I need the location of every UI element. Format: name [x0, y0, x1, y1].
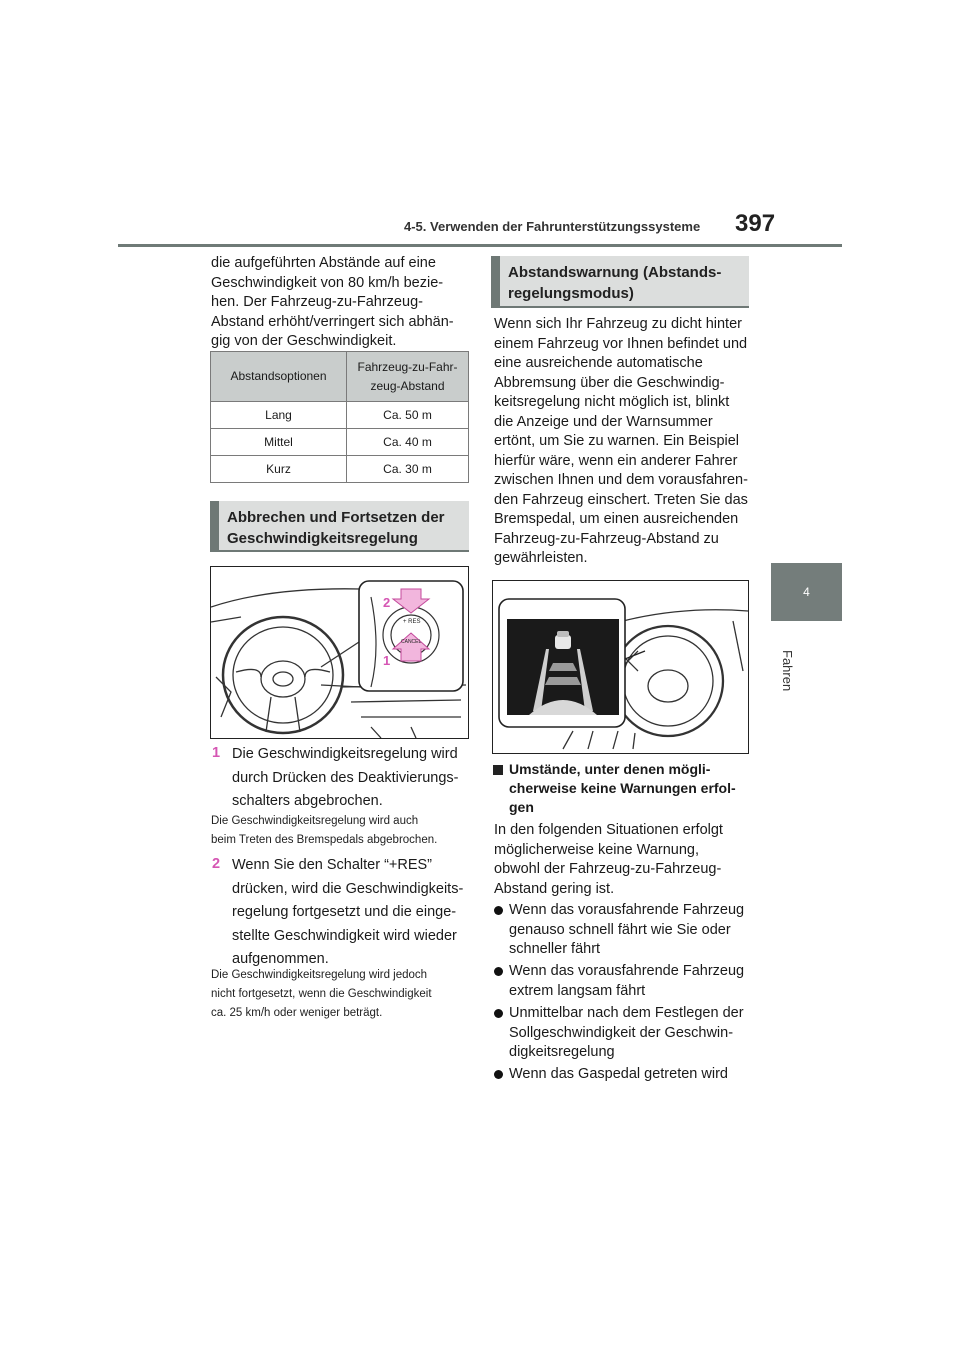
bullet-icon: [494, 906, 503, 915]
step-text: Wenn Sie den Schalter “+RES” drücken, wird die Geschwindigkeits- regelung fortgesetzt und die einge- stellte Geschwindigkeit wird wieder aufgenommen.: [232, 857, 464, 967]
table-cell: Mittel: [211, 429, 347, 456]
table-header-row: [211, 352, 469, 402]
chapter-tab-label: Fahren: [780, 650, 795, 692]
step-number: 2: [212, 856, 221, 872]
step-note: Die Geschwindigkeitsregelung wird auch beim Treten des Bremspedals abgebrochen.: [211, 815, 438, 846]
table-row: [211, 456, 469, 483]
chapter-tab[interactable]: 4: [771, 563, 842, 621]
subsection-intro: In den folgenden Situationen erfolgt möglicherweise keine Warnung, obwohl der Fahrzeug-zu-Fahrzeug- Abstand gering ist.: [494, 822, 723, 897]
res-label: + RES: [403, 619, 421, 625]
step-text: Die Geschwindigkeitsregelung wird durch Drücken des Deaktivierungs- schalters abgebrochen.: [232, 746, 459, 809]
table-row: [211, 429, 469, 456]
page-number: 397: [735, 210, 776, 237]
table-cell: Ca. 30 m: [347, 456, 469, 483]
bullet-icon: [494, 1070, 503, 1079]
section-rule: [210, 550, 469, 552]
callout-1: 1: [383, 653, 391, 668]
step-note: Die Geschwindigkeitsregelung wird jedoch nicht fortgesetzt, wenn die Geschwindigkeit ca. 25 km/h oder weniger beträgt.: [211, 969, 432, 1019]
table-cell: Lang: [211, 402, 347, 429]
left-intro-paragraph: die aufgeführten Abstände auf eine Geschwindigkeit von 80 km/h bezie- hen. Der Fahrzeug-zu-Fahrzeug- Abstand erhöht/verringert sich abhän- gig von der Geschwindigkeit.: [211, 255, 454, 349]
table-header-cell: Abstandsoptionen: [211, 352, 347, 402]
callout-2: 2: [383, 595, 391, 610]
distance-warning-figure: [492, 580, 749, 754]
table-cell: Ca. 40 m: [347, 429, 469, 456]
right-intro-paragraph: Wenn sich Ihr Fahrzeug zu dicht hinter einem Fahrzeug vor Ihnen befindet und eine ausreichende automatische Abbremsung über die Geschwindig- keitsregelung nicht möglich ist, blinkt die Anzeige und der Warnsummer ertönt, um Sie zu warnen. Ein Beispiel hierfür wäre, wenn ein anderer Fahrer zwischen Ihnen und dem vorausfahren- den Fahrzeug einschert. Treten Sie das Bremspedal, um einen ausreichenden Fahrzeug-zu-Fahrzeug-Abstand zu gewährleisten.: [494, 316, 748, 566]
bullet-icon: [494, 1009, 503, 1018]
running-header: 4-5. Verwenden der Fahrunterstützungssysteme: [404, 219, 701, 234]
step-number: 1: [212, 745, 221, 761]
subsection-heading: Umstände, unter denen mögli- cherweise keine Warnungen erfol- gen: [509, 761, 736, 815]
warning-display-illustration: [493, 581, 748, 753]
bullet-icon: [494, 967, 503, 976]
list-item: Wenn das vorausfahrende Fahrzeug genauso schnell fährt wie Sie oder schneller fährt: [509, 902, 745, 957]
subsection-marker: [493, 765, 503, 775]
table-header-cell: Fahrzeug-zu-Fahr- zeug-Abstand: [347, 352, 469, 402]
cancel-label: CANCEL: [401, 639, 422, 645]
steering-wheel-illustration: [211, 567, 468, 738]
header-rule: [118, 244, 842, 247]
table-cell: Kurz: [211, 456, 347, 483]
section-heading-distance-warning: Abstandswarnung (Abstands- regelungsmodus): [491, 256, 749, 307]
distance-options-table: [210, 351, 469, 483]
steering-wheel-figure: [210, 566, 469, 739]
section-rule: [491, 306, 749, 308]
list-item: Wenn das vorausfahrende Fahrzeug extrem langsam fährt: [509, 963, 745, 999]
list-item: Unmittelbar nach dem Festlegen der Sollgeschwindigkeit der Geschwin- digkeitsregelung: [509, 1005, 744, 1060]
list-item: Wenn das Gaspedal getreten wird: [509, 1066, 728, 1082]
table-row: [211, 402, 469, 429]
table-cell: Ca. 50 m: [347, 402, 469, 429]
section-heading-cancel-resume: Abbrechen und Fortsetzen der Geschwindigkeitsregelung: [210, 501, 469, 551]
